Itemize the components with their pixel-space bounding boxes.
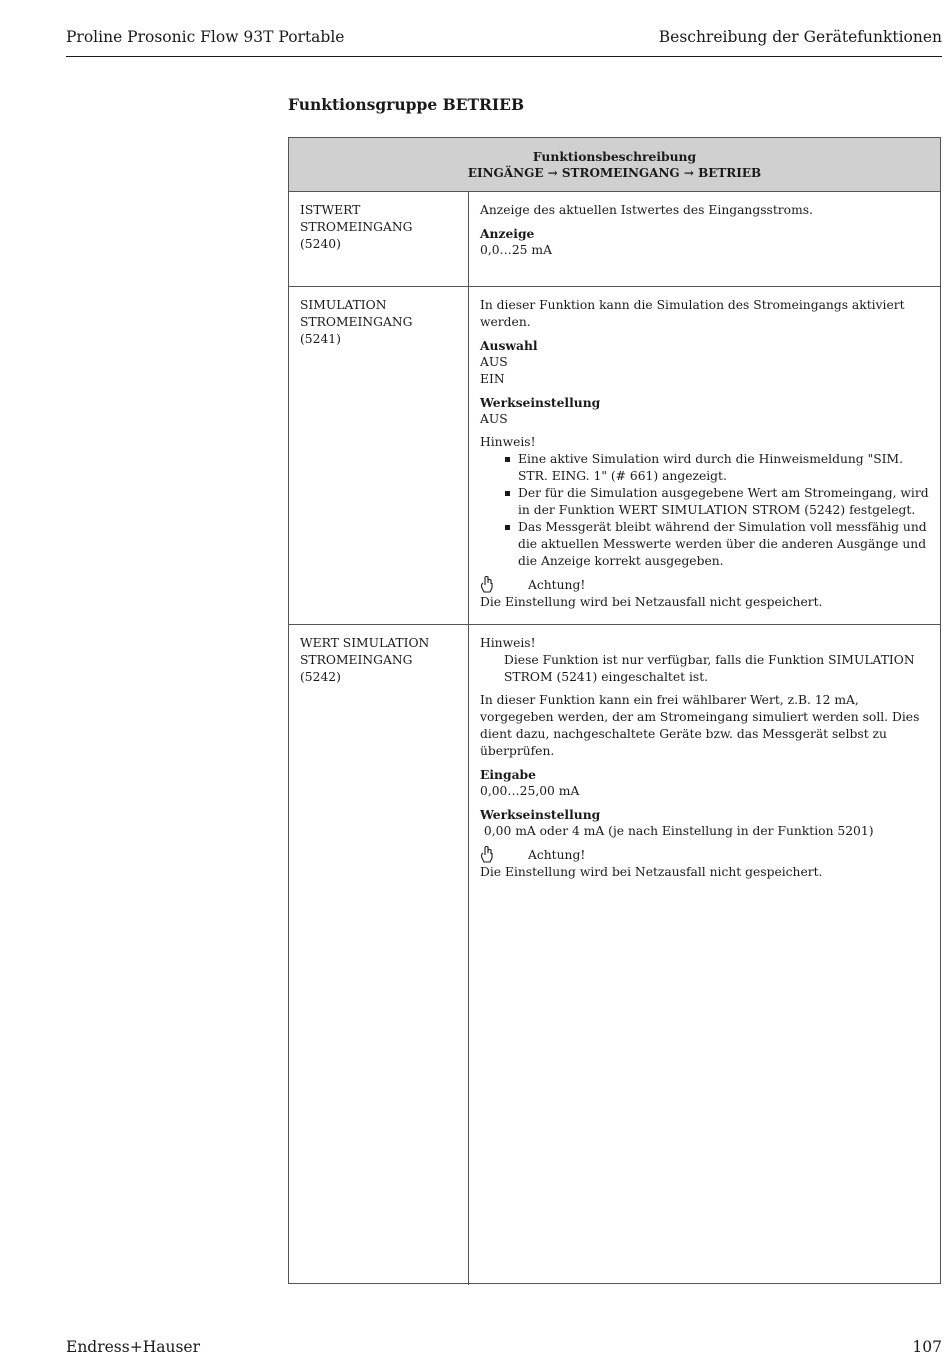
pointing-hand-icon — [480, 576, 494, 594]
table-row — [289, 287, 940, 625]
function-name-cell — [289, 287, 469, 624]
factory-setting-value: AUS — [480, 412, 508, 426]
section-title: Funktionsgruppe BETRIEB — [288, 95, 525, 114]
function-description-cell — [469, 625, 940, 1285]
description-text: In dieser Funktion kann ein frei wählbarer Wert, z.B. 12 mA, vorgegeben werden, der am Stromeingang simuliert werden soll. Dies dient dazu, nachgeschaltete Geräte bzw. das Messgerät selbst zu überprüfen. — [480, 693, 920, 758]
note-list — [480, 451, 929, 570]
function-name: ISTWERT STROMEINGANG — [300, 203, 413, 234]
selection-option-ein: EIN — [480, 372, 505, 386]
header-rule — [66, 56, 942, 57]
display-value: 0,0…25 mA — [480, 243, 552, 257]
pointing-hand-icon — [480, 846, 494, 864]
warning-line — [480, 846, 929, 864]
function-name-line2: STROMEINGANG — [300, 315, 413, 329]
function-name-line1: WERT SIMULATION — [300, 636, 430, 650]
display-label: Anzeige — [480, 226, 535, 241]
input-label: Eingabe — [480, 767, 536, 782]
note-item: Eine aktive Simulation wird durch die Hinweismeldung "SIM. STR. EING. 1" (# 661) angezeigt. — [518, 451, 929, 485]
warning-title: Achtung! — [528, 847, 586, 862]
warning-text: Die Einstellung wird bei Netzausfall nicht gespeichert. — [480, 595, 823, 609]
page-number: 107 — [912, 1338, 942, 1356]
header-title: Proline Prosonic Flow 93T Portable — [66, 28, 345, 46]
table-header — [289, 138, 940, 192]
table-header-path: EINGÄNGE → STROMEINGANG → BETRIEB — [467, 166, 762, 180]
function-table — [288, 137, 941, 1284]
selection-option-aus: AUS — [480, 355, 508, 369]
warning-line — [480, 576, 929, 594]
header-chapter: Beschreibung der Gerätefunktionen — [658, 28, 942, 46]
function-name-cell — [289, 625, 469, 1285]
note-item: Das Messgerät bleibt während der Simulation voll messfähig und die aktuellen Messwerte werden über die anderen Ausgänge und die Anzeige korrekt ausgegeben. — [518, 519, 929, 570]
factory-setting-label: Werkseinstellung — [480, 395, 601, 410]
factory-setting-value: 0,00 mA oder 4 mA (je nach Einstellung in der Funktion 5201) — [480, 824, 874, 838]
function-description-cell — [469, 192, 940, 286]
table-row — [289, 625, 940, 1285]
note-title: Hinweis! — [480, 636, 536, 650]
function-code: (5240) — [300, 237, 341, 251]
function-code: (5242) — [300, 670, 341, 684]
table-row — [289, 192, 940, 287]
warning-title: Achtung! — [528, 577, 586, 592]
note-item: Der für die Simulation ausgegebene Wert am Stromeingang, wird in der Funktion WERT SIMULATION STROM (5242) festgelegt. — [518, 486, 929, 517]
function-code: (5241) — [300, 332, 341, 346]
description-text: Anzeige des aktuellen Istwertes des Eingangsstroms. — [480, 203, 813, 217]
warning-text: Die Einstellung wird bei Netzausfall nicht gespeichert. — [480, 865, 823, 879]
description-text: In dieser Funktion kann die Simulation des Stromeingangs aktiviert werden. — [480, 298, 905, 329]
function-name-line1: SIMULATION — [300, 298, 387, 312]
selection-label: Auswahl — [480, 338, 538, 353]
function-description-cell — [469, 287, 940, 624]
note-text: Diese Funktion ist nur verfügbar, falls die Funktion SIMULATION STROM (5241) eingeschaltet ist. — [504, 653, 915, 684]
input-value: 0,00…25,00 mA — [480, 784, 580, 798]
function-name-cell — [289, 192, 469, 286]
footer-brand: Endress+Hauser — [66, 1338, 200, 1356]
factory-setting-label: Werkseinstellung — [480, 807, 601, 822]
table-header-title: Funktionsbeschreibung — [532, 149, 697, 164]
function-name-line2: STROMEINGANG — [300, 653, 413, 667]
note-title: Hinweis! — [480, 435, 536, 449]
